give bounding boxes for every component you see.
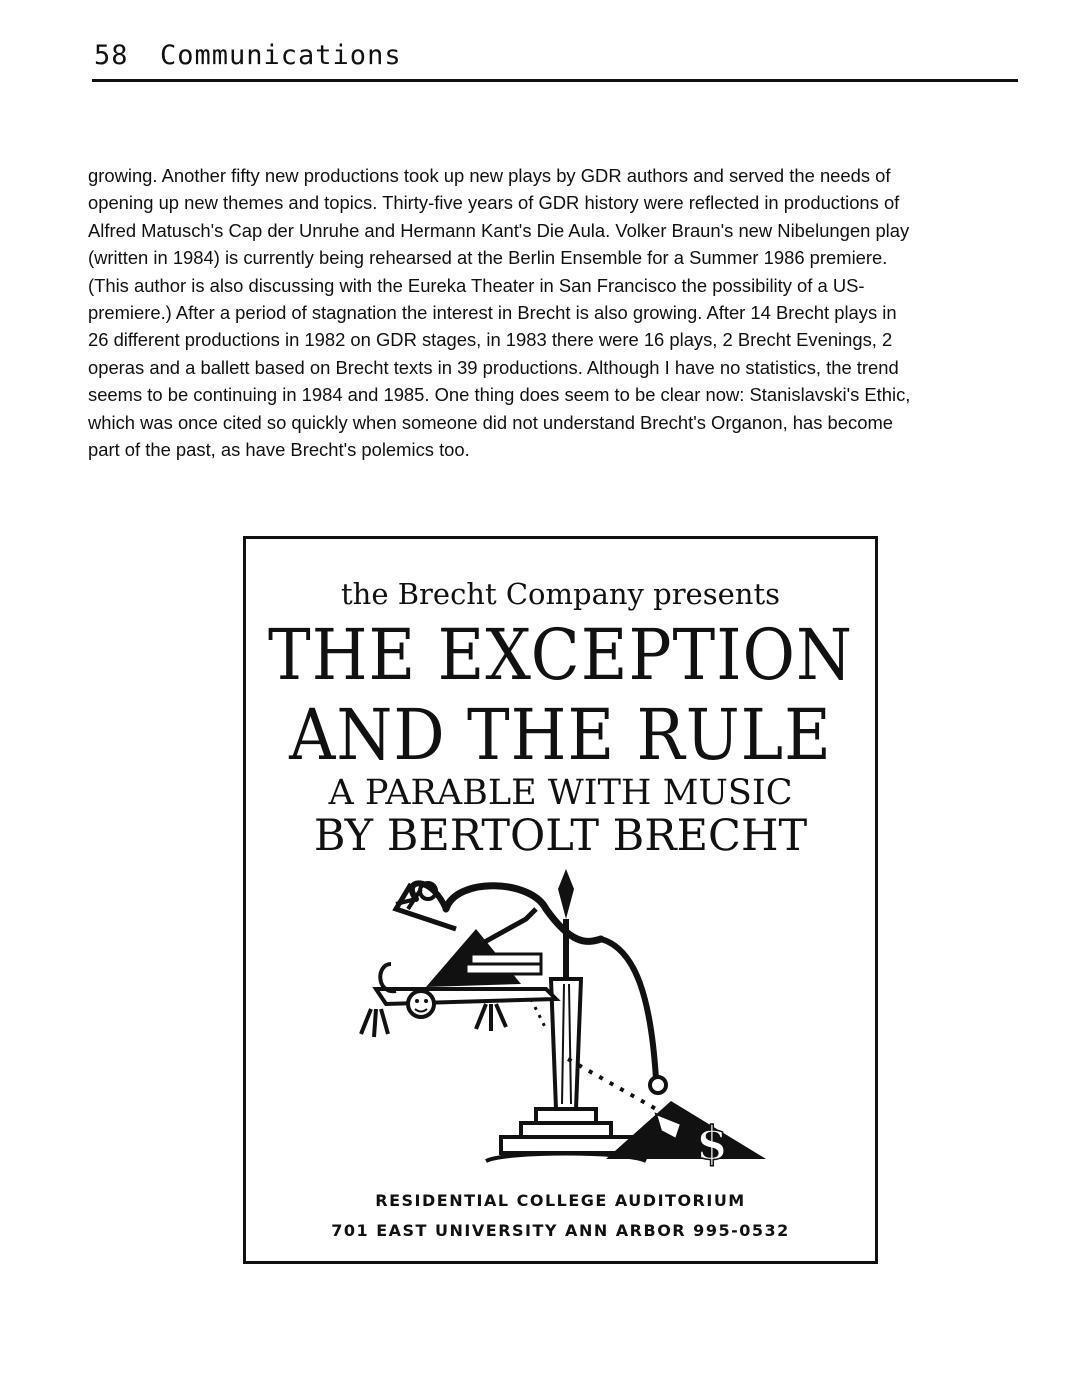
dollar-sign-icon: $ xyxy=(696,1116,729,1170)
article-line: growing. Another fifty new productions took up new plays by GDR authors and served the needs of xyxy=(88,165,891,186)
ad-venue: RESIDENTIAL COLLEGE AUDITORIUM xyxy=(375,1191,746,1210)
article-line: 26 different productions in 1982 on GDR stages, in 1983 there were 16 plays, 2 Brecht Evenings, 2 xyxy=(88,329,893,351)
article-line: operas and a ballett based on Brecht texts in 39 productions. Although I have no statistics, the trend xyxy=(88,356,899,378)
ad-address: 701 EAST UNIVERSITY ANN ARBOR 995-0532 xyxy=(331,1221,790,1240)
article-line: (This author is also discussing with the Eureka Theater in San Francisco the possibility of a US- xyxy=(88,274,865,296)
ad-title-line1: THE EXCEPTION xyxy=(268,615,853,697)
play-advertisement xyxy=(243,536,878,1264)
page-header xyxy=(92,38,1018,82)
ad-presenter: the Brecht Company presents xyxy=(341,577,780,611)
article-line: (written in 1984) is currently being rehearsed at the Berlin Ensemble for a Summer 1986 premiere. xyxy=(88,247,888,269)
article-line: opening up new themes and topics. Thirty-five years of GDR history were reflected in productions of xyxy=(88,192,900,214)
balance-scale-illustration xyxy=(336,869,786,1179)
article-line: Alfred Matusch's Cap der Unruhe and Hermann Kant's Die Aula. Volker Braun's new Nibelungen play xyxy=(88,219,910,241)
ad-title-line2: AND THE RULE xyxy=(289,695,832,777)
ad-subtitle-line2: BY BERTOLT BRECHT xyxy=(313,811,808,861)
ad-subtitle-line1: A PARABLE WITH MUSIC xyxy=(328,773,793,813)
article-line: which was once cited so quickly when someone did not understand Brecht's Organon, has become xyxy=(88,411,893,433)
article-line: part of the past, as have Brecht's polemics too. xyxy=(88,438,470,460)
article-body xyxy=(88,162,1028,463)
page-number: 58 xyxy=(94,40,129,71)
article-line: seems to be continuing in 1984 and 1985. One thing does seem to be clear now: Stanislavski's Ethic, xyxy=(88,384,911,406)
section-title: Communications xyxy=(160,40,402,71)
article-line: premiere.) After a period of stagnation the interest in Brecht is also growing. After 14 Brecht plays in xyxy=(88,301,897,323)
